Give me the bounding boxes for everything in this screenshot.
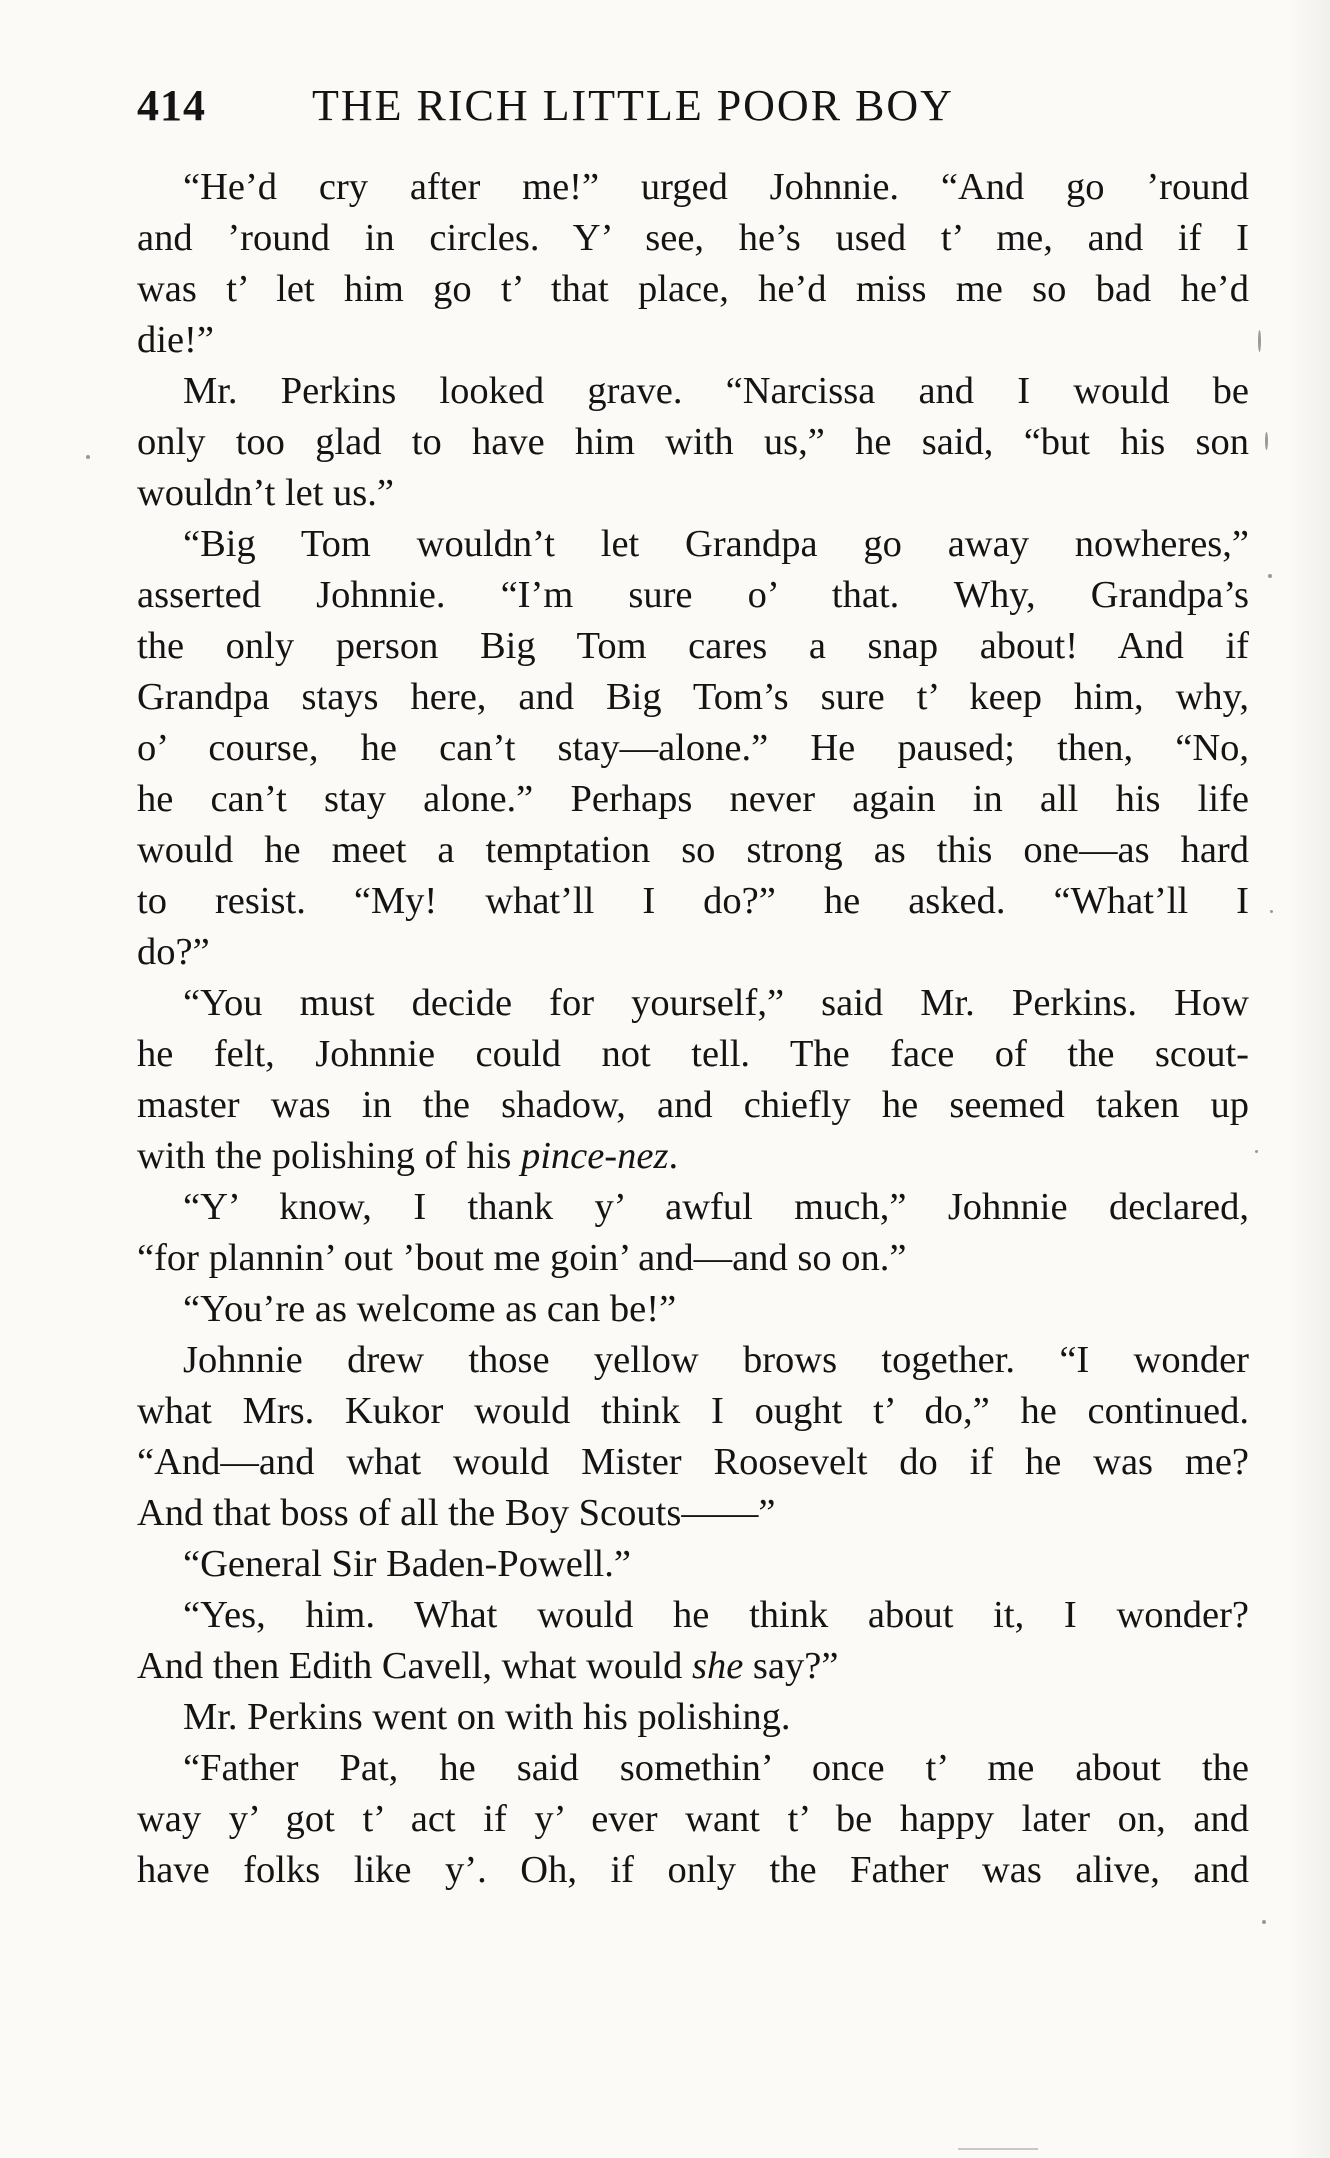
text-line: “Father Pat, he said somethin’ once t’ me about the bbox=[183, 1747, 1249, 1789]
italic-term: she bbox=[691, 1645, 744, 1687]
text-line: and ’round in circles. Y’ see, he’s used t’ me, and if I bbox=[137, 217, 1249, 259]
text-line: “You’re as welcome as can be!” bbox=[183, 1288, 677, 1330]
running-head bbox=[137, 80, 1257, 144]
text-line: “You must decide for yourself,” said Mr. Perkins. How bbox=[183, 982, 1249, 1024]
text-line: “General Sir Baden-Powell.” bbox=[183, 1543, 631, 1585]
scan-edge-shadow bbox=[1290, 0, 1330, 2158]
body-text bbox=[137, 162, 1249, 1896]
text-line: Mr. Perkins went on with his polishing. bbox=[183, 1696, 791, 1738]
scan-speck bbox=[86, 455, 90, 459]
scan-speck bbox=[1270, 910, 1273, 913]
text-line: only too glad to have him with us,” he said, “but his son bbox=[137, 421, 1249, 463]
text-line: master was in the shadow, and chiefly he seemed taken up bbox=[137, 1084, 1249, 1126]
text-line: And that boss of all the Boy Scouts——” bbox=[137, 1492, 776, 1534]
text-line: way y’ got t’ act if y’ ever want t’ be happy later on, and bbox=[137, 1798, 1249, 1840]
text-line: to resist. “My! what’ll I do?” he asked. “What’ll I bbox=[137, 880, 1249, 922]
text-line: have folks like y’. Oh, if only the Father was alive, and bbox=[137, 1849, 1249, 1891]
text-line: asserted Johnnie. “I’m sure o’ that. Why, Grandpa’s bbox=[137, 574, 1249, 616]
text-line: “Big Tom wouldn’t let Grandpa go away nowheres,” bbox=[183, 523, 1249, 565]
text-line: Grandpa stays here, and Big Tom’s sure t’ keep him, why, bbox=[137, 676, 1249, 718]
text-line: do?” bbox=[137, 931, 210, 973]
text-line: would he meet a temptation so strong as this one—as hard bbox=[137, 829, 1249, 871]
text-line: “for plannin’ out ’bout me goin’ and—and so on.” bbox=[137, 1237, 907, 1279]
paragraph bbox=[137, 978, 1249, 1182]
paragraph bbox=[137, 1743, 1249, 1896]
paragraph bbox=[137, 162, 1249, 366]
paragraph bbox=[137, 1539, 1249, 1590]
italic-term: pince-nez bbox=[520, 1135, 669, 1177]
text-line: what Mrs. Kukor would think I ought t’ do,” he continued. bbox=[137, 1390, 1249, 1432]
text-line: he felt, Johnnie could not tell. The face of the scout- bbox=[137, 1033, 1249, 1075]
scan-speck bbox=[1262, 1920, 1266, 1924]
text-line: “And—and what would Mister Roosevelt do if he was me? bbox=[137, 1441, 1249, 1483]
scan-speck bbox=[958, 2148, 1038, 2150]
text-line: “He’d cry after me!” urged Johnnie. “And go ’round bbox=[183, 166, 1249, 208]
text-segment: . bbox=[668, 1135, 679, 1177]
text-line: he can’t stay alone.” Perhaps never again in all his life bbox=[137, 778, 1249, 820]
text-line: “Y’ know, I thank y’ awful much,” Johnnie declared, bbox=[183, 1186, 1249, 1228]
scan-speck bbox=[1258, 330, 1261, 352]
text-line: o’ course, he can’t stay—alone.” He paused; then, “No, bbox=[137, 727, 1249, 769]
text-line: Johnnie drew those yellow brows together. “I wonder bbox=[183, 1339, 1249, 1381]
running-title: THE RICH LITTLE POOR BOY bbox=[312, 81, 954, 130]
text-line: Mr. Perkins looked grave. “Narcissa and I would be bbox=[183, 370, 1249, 412]
paragraph bbox=[137, 1182, 1249, 1284]
paragraph bbox=[137, 1692, 1249, 1743]
text-line: wouldn’t let us.” bbox=[137, 472, 394, 514]
text-line: the only person Big Tom cares a snap about! And if bbox=[137, 625, 1249, 667]
text-line: was t’ let him go t’ that place, he’d miss me so bad he’d bbox=[137, 268, 1249, 310]
page-number: 414 bbox=[137, 81, 206, 130]
paragraph bbox=[137, 1590, 1249, 1692]
text-line: die!” bbox=[137, 319, 214, 361]
text-line bbox=[137, 1641, 1249, 1692]
text-segment: with the polishing of his bbox=[137, 1135, 521, 1177]
paragraph bbox=[137, 519, 1249, 978]
text-segment: And then Edith Cavell, what would bbox=[137, 1645, 692, 1687]
paragraph bbox=[137, 1284, 1249, 1335]
paragraph bbox=[137, 366, 1249, 519]
paragraph bbox=[137, 1335, 1249, 1539]
scan-speck bbox=[1265, 432, 1268, 450]
text-line bbox=[137, 1131, 1249, 1182]
text-line: “Yes, him. What would he think about it, I wonder? bbox=[183, 1594, 1249, 1636]
text-segment: say?” bbox=[743, 1645, 839, 1687]
scan-speck bbox=[1255, 1150, 1258, 1153]
scan-speck bbox=[1268, 574, 1272, 578]
